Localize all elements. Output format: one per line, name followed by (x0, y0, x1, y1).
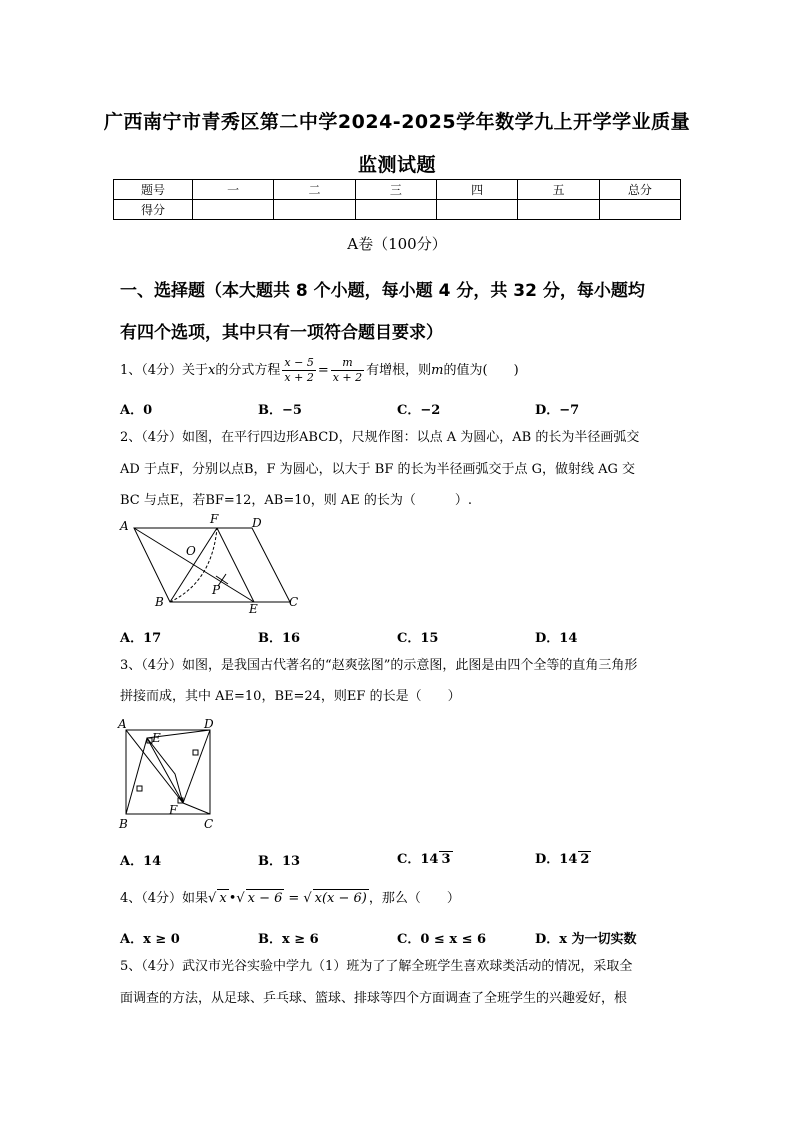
q3-label-c: C (204, 817, 214, 831)
q3-option-d-label: D．14 (535, 852, 578, 867)
question-1-stem (120, 356, 519, 385)
score-table-cell: 得分 (114, 200, 193, 220)
score-table-cell: 总分 (599, 180, 680, 200)
q2-label-b: B (155, 595, 164, 609)
q3-label-b: B (119, 817, 128, 831)
q1-option-c[interactable]: C．−2 (397, 403, 441, 418)
q4-equals: = (288, 891, 300, 906)
question-3-line-1: 3、（4分）如图，是我国古代著名的“赵爽弦图”的示意图，此图是由四个全等的直角三角形 (120, 658, 638, 673)
q3-option-d-radical (578, 851, 591, 867)
document-title-line-2: 监测试题 (357, 154, 436, 176)
score-table-cell: 四 (436, 180, 517, 200)
score-input-cell[interactable] (274, 200, 355, 220)
q2-label-o: O (186, 544, 196, 558)
q1-option-a[interactable]: A．0 (120, 403, 153, 418)
q1-frac1-den: x + 2 (284, 371, 314, 384)
q2-parallelogram-figure (112, 510, 312, 615)
q4-sqrt-1: x (219, 891, 227, 906)
q2-label-a: A (120, 519, 129, 533)
q2-option-d[interactable]: D．14 (535, 631, 578, 646)
score-table-cell: 一 (193, 180, 274, 200)
q1-var-x: x (208, 363, 216, 378)
q4-option-c[interactable]: C．0 ≤ x ≤ 6 (397, 932, 487, 947)
q2-label-f: F (210, 512, 219, 526)
volume-label: A卷（100分） (347, 235, 447, 253)
score-table (113, 179, 681, 220)
score-table-cell: 题号 (114, 180, 193, 200)
score-table-header-row (114, 180, 681, 200)
q4-sqrt-3: x(x − 6) (314, 891, 367, 906)
q3-label-a: A (118, 717, 127, 731)
score-table-cell: 三 (355, 180, 436, 200)
q3-option-d-radicand: 2 (580, 852, 590, 867)
section-heading-line-1: 一、选择题（本大题共 8 个小题，每小题 4 分，共 32 分，每小题均 (120, 281, 645, 301)
q4-option-a[interactable]: A．x ≥ 0 (120, 932, 180, 947)
q2-label-e: E (249, 602, 258, 615)
score-table-score-row (114, 200, 681, 220)
q4-option-d[interactable]: D．x 为一切实数 (535, 932, 637, 947)
score-table-cell: 五 (518, 180, 599, 200)
q2-option-c[interactable]: C．15 (397, 631, 439, 646)
q1-after: 有增根，则 (366, 363, 432, 378)
q2-label-d: D (252, 516, 262, 530)
q3-option-c-label: C．14 (397, 852, 439, 867)
question-2-line-1: 2、（4分）如图，在平行四边形ABCD，尺规作图：以点 A 为圆心，AB 的长为半径画弧交 (120, 430, 640, 445)
q3-label-e: E (152, 731, 161, 745)
q3-label-d: D (204, 717, 214, 731)
question-5-line-2: 面调查的方法，从足球、乒乓球、篮球、排球等四个方面调查了全班学生的兴趣爱好，根 (120, 991, 628, 1006)
question-5-line-1: 5、（4分）武汉市光谷实验中学九（1）班为了了解全班学生喜欢球类活动的情况，采取全 (120, 959, 633, 974)
question-4-stem: 4、（4分）如果√ x •√ x − 6 = √ x(x − 6) ，那么（ ） (120, 891, 460, 906)
q3-option-d[interactable] (535, 848, 591, 867)
q1-equals: = (317, 363, 329, 378)
q4-dot: • (228, 891, 237, 906)
question-2-line-2: AD 于点F，分别以点B，F 为圆心，以大于 BF 的长为半径画弧交于点 G，做射线 AG 交 (120, 462, 636, 477)
q1-frac2-den: x + 2 (332, 371, 363, 384)
q1-mid: 的分式方程 (215, 363, 281, 378)
question-2-line-3: BC 与点E，若BF=12，AB=10，则 AE 的长为（ ）. (120, 493, 473, 508)
q1-option-b[interactable]: B．−5 (258, 403, 302, 418)
q1-fraction-right (331, 356, 364, 385)
score-input-cell[interactable] (193, 200, 274, 220)
q1-var-m: m (431, 363, 444, 378)
document-title-line-1: 广西南宁市青秀区第二中学2024-2025学年数学九上开学学业质量 (103, 111, 691, 133)
q1-frac2-num: m (331, 356, 364, 371)
q1-prefix: 1、（4分）关于 (120, 363, 209, 378)
score-input-cell[interactable] (436, 200, 517, 220)
q3-option-c-radicand: 3 (441, 852, 451, 867)
q3-option-c-radical (439, 851, 452, 867)
q3-option-a[interactable]: A．14 (120, 854, 162, 869)
q2-option-a[interactable]: A．17 (120, 631, 162, 646)
score-input-cell[interactable] (518, 200, 599, 220)
q1-suffix: 的值为( ) (443, 363, 519, 378)
q2-option-b[interactable]: B．16 (258, 631, 301, 646)
score-input-cell[interactable] (599, 200, 680, 220)
q3-label-f: F (169, 803, 178, 817)
q3-option-c[interactable] (397, 848, 453, 867)
q4-sqrt-2: x − 6 (247, 891, 283, 906)
q3-option-b[interactable]: B．13 (258, 854, 301, 869)
question-3-line-2: 拼接而成，其中 AE=10，BE=24，则EF 的长是（ ） (120, 689, 461, 704)
q4-prefix: 4、（4分）如果 (120, 891, 209, 906)
score-input-cell[interactable] (355, 200, 436, 220)
q2-label-c: C (289, 595, 299, 609)
q3-zhaoshuang-figure (112, 712, 227, 834)
q1-option-d[interactable]: D．−7 (535, 403, 580, 418)
q4-suffix: ，那么（ ） (368, 891, 460, 906)
section-heading-line-2: 有四个选项，其中只有一项符合题目要求） (120, 323, 443, 343)
q2-label-p: P (212, 583, 221, 597)
q1-frac1-num: x − 5 (284, 356, 314, 369)
q4-option-b[interactable]: B．x ≥ 6 (258, 932, 319, 947)
score-table-cell: 二 (274, 180, 355, 200)
q1-fraction-left (282, 356, 315, 385)
